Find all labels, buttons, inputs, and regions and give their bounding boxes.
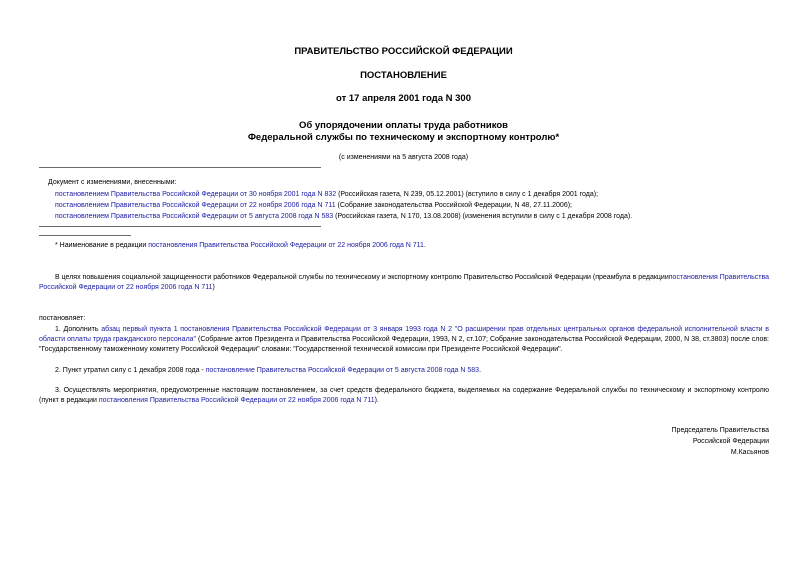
point-1-paragraph (39, 325, 769, 355)
amendment-link-3[interactable]: постановлением Правительства Российской Федерации от 5 августа 2008 года N 583 (55, 213, 334, 220)
amendment-item (55, 190, 800, 200)
amendment-link-2[interactable]: постановлением Правительства Российской Федерации от 22 ноября 2006 года N 711 (55, 202, 336, 209)
preamble-text: В целях повышения социальной защищенности работников Федеральной службы по техническому и экспортному контролю Правительство Российской Федерации (преамбула в редакции (55, 274, 669, 281)
amendment-text-3: (Российская газета, N 170, 13.08.2008) (изменения вступили в силу с 1 декабря 2008 года). (333, 213, 633, 220)
footnote-divider (39, 235, 131, 236)
amendment-link-1[interactable]: постановлением Правительства Российской Федерации от 30 ноября 2001 года N 832 (55, 191, 337, 198)
title-line-2: Федеральной службы по техническому и экспортному контролю* (247, 132, 560, 143)
amendment-text-2: (Собрание законодательства Российской Федерации, N 48, 27.11.2006); (335, 202, 572, 209)
decrees-word: постановляет: (39, 315, 86, 322)
divider-top (39, 167, 321, 168)
footnote-prefix: * Наименование в редакции (55, 242, 149, 249)
date-number-heading: от 17 апреля 2001 года N 300 (336, 93, 471, 104)
point-2-paragraph (55, 366, 481, 376)
divider-middle (39, 226, 321, 227)
changes-note: (с изменениями на 5 августа 2008 года) (338, 154, 469, 161)
point-3-suffix: ). (374, 397, 379, 404)
signature-title: Председатель Правительства (671, 427, 769, 434)
point-2-prefix: 2. Пункт утратил силу с 1 декабря 2008 года - (55, 367, 206, 374)
point-1-text: (Собрание актов Президента и Правительства Российской Федерации, 1993, N 2, ст.107; Собрание законодательства Российской Федерации, 2000, N 38, ст.3803) после слов: "Государственному таможенному комитету Российской Федерации" словами: "Государственной технической комиссии при Президенте Российской Федерации". (39, 336, 769, 353)
title-line-1: Об упорядочении оплаты труда работников (298, 120, 508, 131)
point-3-link[interactable]: постановления Правительства Российской Федерации от 22 ноября 2006 года N 711 (98, 397, 375, 404)
footnote-link[interactable]: постановления Правительства Российской Федерации от 22 ноября 2006 года N 711 (148, 242, 424, 249)
amendment-text-1: (Российская газета, N 239, 05.12.2001) (вступило в силу с 1 декабря 2001 года); (336, 191, 599, 198)
amendments-intro: Документ с изменениями, внесенными: (48, 179, 177, 186)
footnote (55, 241, 426, 251)
preamble-link[interactable]: постановления Правительства Российской Федерации от 22 ноября 2006 года N 711 (39, 274, 769, 291)
preamble-paragraph (39, 273, 769, 293)
government-heading: ПРАВИТЕЛЬСТВО РОССИЙСКОЙ ФЕДЕРАЦИИ (294, 46, 513, 57)
doc-type-heading: ПОСТАНОВЛЕНИЕ (360, 70, 447, 81)
point-1-link[interactable]: абзац первый пункта 1 постановления Правительства Российской Федерации от 3 января 1993 года N 2 "О расширении прав отдельных центральных органов федеральной исполнительной власти в области оплаты труда гражданского персонала" (39, 326, 769, 343)
point-2-suffix: . (479, 367, 482, 374)
footnote-suffix: . (423, 242, 426, 249)
point-2-link[interactable]: постановление Правительства Российской Федерации от 5 августа 2008 года N 583 (205, 367, 480, 374)
signature-name: М.Касьянов (730, 449, 769, 456)
point-3-paragraph (39, 386, 769, 406)
point-3-text: 3. Осуществлять мероприятия, предусмотренные настоящим постановлением, за счет средств федерального бюджета, выделяемых на содержание Федеральной службы по техническому и экспортному контролю (пункт в редакции (39, 387, 769, 404)
amendment-item (55, 201, 800, 211)
amendment-item (55, 212, 800, 222)
signature-country: Российской Федерации (692, 438, 769, 445)
preamble-suffix: ) (212, 284, 215, 291)
point-1-prefix: 1. Дополнить (55, 326, 102, 333)
